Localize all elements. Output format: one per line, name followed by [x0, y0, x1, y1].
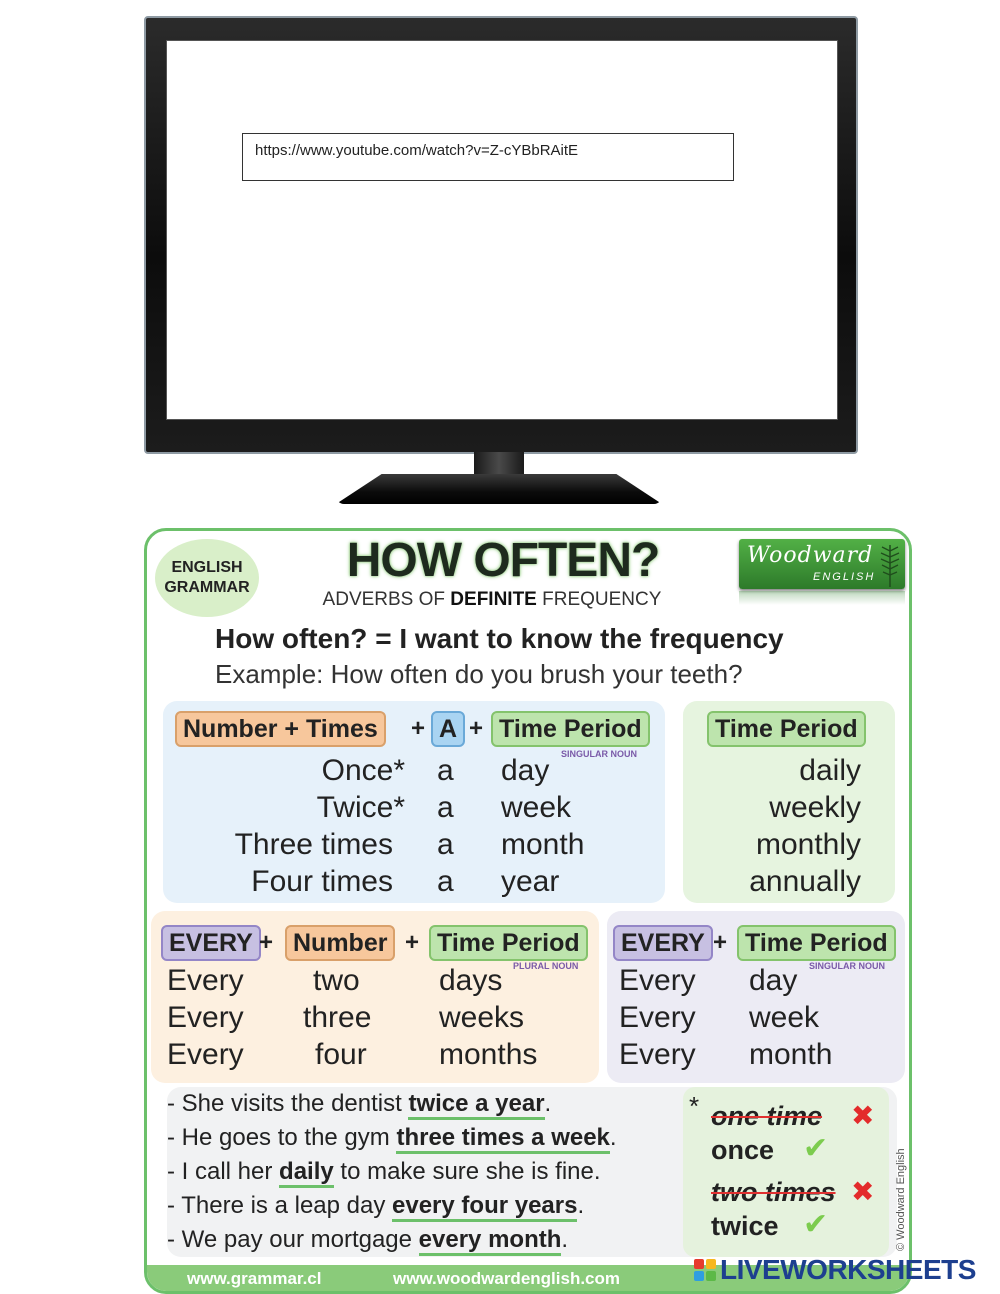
time-period-panel: [683, 701, 895, 903]
example-sentence: [167, 1223, 617, 1257]
correct-form: once: [711, 1135, 775, 1165]
header-every: EVERY: [613, 925, 713, 961]
liveworksheets-logo[interactable]: [694, 1255, 976, 1285]
plus-sign: +: [713, 929, 728, 956]
wrong-form: two times: [711, 1177, 836, 1207]
every-period-panel: [607, 911, 905, 1083]
sentence-end: to make sure she is fine.: [333, 1158, 601, 1185]
tv-stand-base: [336, 474, 662, 504]
video-url-field[interactable]: [242, 133, 734, 181]
row-number: three: [303, 1001, 372, 1034]
example-sentence: [167, 1087, 617, 1121]
example-line: Example: How often do you brush your teeth?: [215, 659, 743, 689]
row-number: Twice*: [316, 791, 405, 824]
row-article: a: [437, 791, 454, 824]
example-sentences: [167, 1087, 617, 1257]
video-url-text: https://www.youtube.com/watch?v=Z-cYBbRAitE: [255, 142, 579, 159]
plus-sign: +: [405, 929, 420, 956]
badge-line2: GRAMMAR: [164, 579, 250, 596]
copyright-text: © Woodward English: [895, 1148, 907, 1251]
row-number: two: [313, 964, 360, 997]
sentence-end: .: [609, 1124, 617, 1151]
row-period: day: [749, 964, 798, 997]
asterisk: *: [689, 1091, 700, 1121]
frequency-phrase: three times a week: [396, 1124, 609, 1154]
grid-cell: [706, 1271, 716, 1281]
badge-line1: ENGLISH: [171, 559, 243, 576]
row-number: Once*: [321, 754, 405, 787]
row-period: days: [439, 964, 503, 997]
header-time-period: Time Period: [429, 925, 588, 961]
row-number: Four times: [251, 865, 393, 898]
grid-cell: [694, 1271, 704, 1281]
sentence-end: .: [561, 1226, 569, 1253]
header-time-period: Time Period: [737, 925, 896, 961]
question-line: How often? = I want to know the frequency: [215, 623, 784, 654]
check-icon: ✔: [803, 1207, 829, 1242]
example-sentence: [167, 1155, 617, 1189]
grammar-poster: [144, 528, 912, 1294]
tv-frame: [144, 16, 858, 454]
header-number-times: Number + Times: [175, 711, 386, 747]
grid-cell: [694, 1259, 704, 1269]
frequency-phrase: twice a year: [408, 1090, 544, 1120]
frequency-phrase: daily: [279, 1158, 334, 1188]
row-article: a: [437, 865, 454, 898]
x-icon: ✖: [851, 1099, 875, 1132]
row-period: months: [439, 1038, 538, 1071]
row-period: week: [501, 791, 572, 824]
page-subtitle: [307, 589, 677, 611]
logo-name: Woodward: [747, 543, 874, 568]
adverb: daily: [799, 754, 861, 787]
row-article: a: [437, 754, 454, 787]
number-times-panel: [163, 701, 665, 903]
every-number-panel: [151, 911, 599, 1083]
row-every: Every: [619, 964, 696, 997]
sentence-text: - I call her: [167, 1158, 280, 1185]
correct-form: twice: [711, 1211, 779, 1241]
plus-sign: +: [411, 715, 426, 742]
row-period: weeks: [439, 1001, 525, 1034]
wrong-form: one time: [711, 1101, 823, 1131]
row-every: Every: [619, 1038, 696, 1071]
singular-noun-note: SINGULAR NOUN: [561, 749, 637, 759]
row-every: Every: [167, 964, 244, 997]
liveworksheets-wordmark: LIVEWORKSHEETS: [720, 1254, 976, 1285]
x-icon: ✖: [851, 1175, 875, 1208]
footer-link-woodward[interactable]: www.woodwardenglish.com: [393, 1269, 621, 1288]
page-title: HOW OFTEN?: [346, 534, 660, 587]
adverb: monthly: [755, 828, 861, 861]
woodward-logo: [739, 539, 905, 589]
english-grammar-badge: [155, 539, 259, 617]
singular-noun-note: SINGULAR NOUN: [809, 961, 885, 971]
header-number: Number: [285, 925, 395, 961]
header-every: EVERY: [161, 925, 261, 961]
plus-sign: +: [259, 929, 274, 956]
row-every: Every: [167, 1001, 244, 1034]
frequency-phrase: every month: [419, 1226, 562, 1256]
row-period: month: [501, 828, 585, 861]
frequency-phrase: every four years: [392, 1192, 577, 1222]
header-a: A: [431, 711, 465, 747]
logo-sub: ENGLISH: [813, 571, 876, 583]
sentence-text: - There is a leap day: [167, 1192, 393, 1219]
row-period: year: [501, 865, 560, 898]
sentence-text: - He goes to the gym: [167, 1124, 397, 1151]
logo-reflection: [739, 591, 905, 605]
header-time-period: Time Period: [707, 711, 866, 747]
subtitle-pre: ADVERBS OF: [322, 589, 451, 610]
subtitle-bold: DEFINITE: [450, 589, 537, 610]
sentence-end: .: [577, 1192, 585, 1219]
corrections-box: [683, 1087, 889, 1257]
grid-cell: [706, 1259, 716, 1269]
copyright-notice: [895, 1121, 909, 1251]
row-period: week: [749, 1001, 820, 1034]
header-time-period: Time Period: [491, 711, 650, 747]
adverb: annually: [749, 865, 861, 898]
sentence-end: .: [544, 1090, 552, 1117]
liveworksheets-grid-icon: [694, 1259, 716, 1281]
row-period: day: [501, 754, 550, 787]
fern-icon: [879, 541, 901, 587]
plural-noun-note: PLURAL NOUN: [513, 961, 579, 971]
example-sentence: [167, 1189, 617, 1223]
row-number: four: [315, 1038, 367, 1071]
adverb: weekly: [769, 791, 861, 824]
row-period: month: [749, 1038, 833, 1071]
row-every: Every: [619, 1001, 696, 1034]
plus-sign: +: [469, 715, 484, 742]
sentence-text: - She visits the dentist: [167, 1090, 409, 1117]
example-sentence: [167, 1121, 617, 1155]
subtitle-post: FREQUENCY: [536, 589, 662, 610]
check-icon: ✔: [803, 1131, 829, 1166]
sentence-text: - We pay our mortgage: [167, 1226, 419, 1253]
row-every: Every: [167, 1038, 244, 1071]
row-article: a: [437, 828, 454, 861]
video-screen[interactable]: [166, 40, 838, 420]
row-number: Three times: [234, 828, 393, 861]
footer-link-grammar[interactable]: www.grammar.cl: [187, 1269, 322, 1288]
